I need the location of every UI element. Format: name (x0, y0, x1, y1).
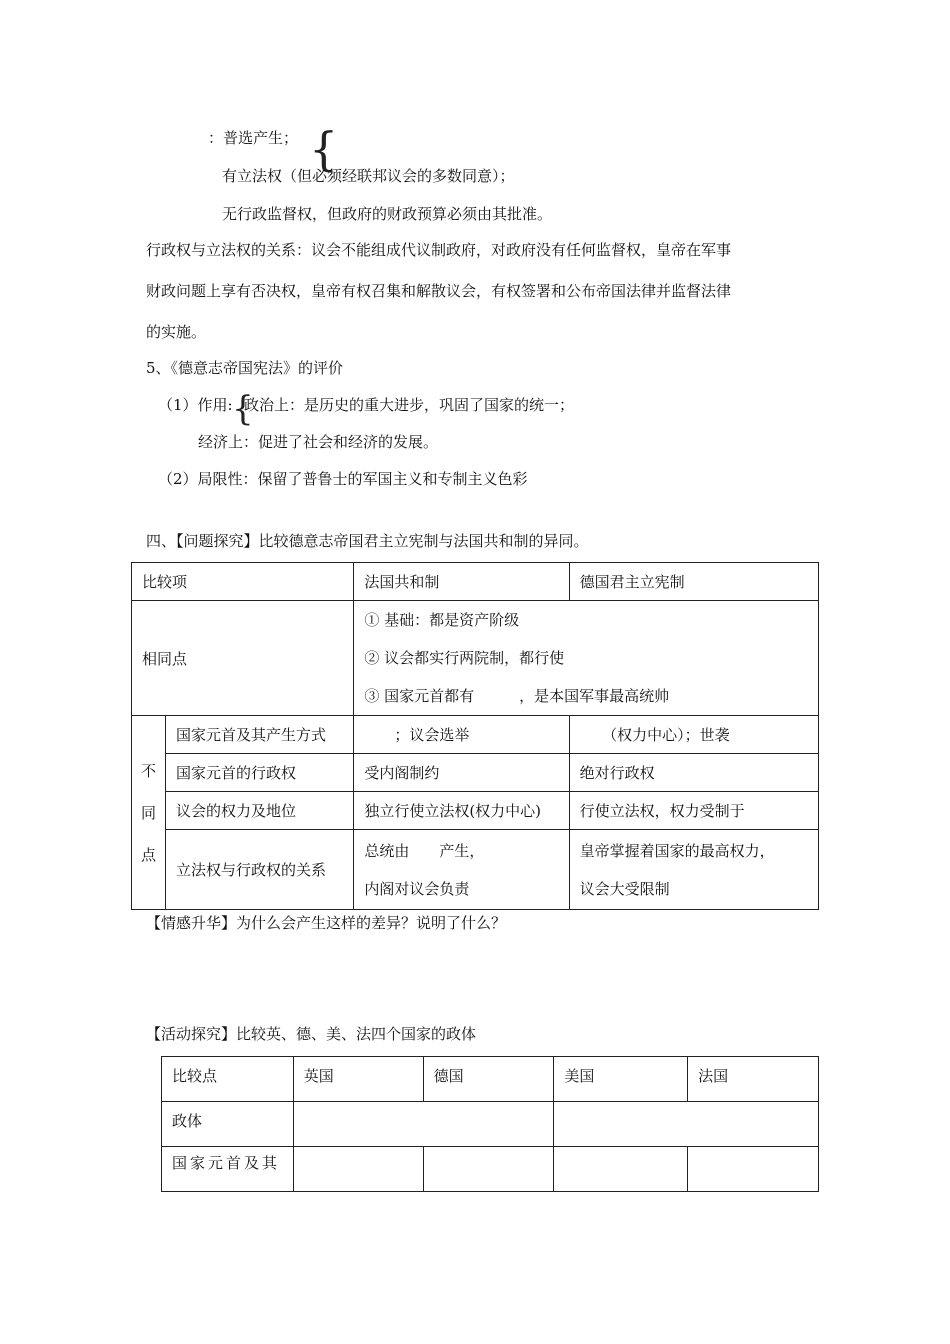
emotion-title: 【情感升华】为什么会产生这样的差异？说明了什么？ (146, 914, 507, 932)
evaluation-heading: 5、《德意志帝国宪法》的评价 (146, 359, 344, 377)
relation-line-3: 的实施。 (146, 323, 207, 341)
diff-france: 独立行使立法权(权力中心) (354, 792, 569, 830)
diff-item: 议会的权力及地位 (166, 792, 354, 830)
diff-germany: 皇帝掌握着国家的最高权力， 议会大受限制 (569, 830, 818, 910)
activity-table (161, 1056, 819, 1192)
header-germany: 德国君主立宪制 (569, 563, 818, 601)
parliament-line-3: 无行政监督权，但政府的财政预算必须由其批准。 (222, 205, 553, 223)
section4-title: 四、【问题探究】比较德意志帝国君主立宪制与法国共和制的异同。 (146, 532, 589, 550)
activity-cell (554, 1102, 819, 1147)
activity-header: 德国 (423, 1057, 554, 1102)
diff-france: 总统由 产生， 内阁对议会负责 (354, 830, 569, 910)
header-france: 法国共和制 (354, 563, 569, 601)
diff-item: 国家元首的行政权 (166, 754, 354, 792)
activity-header: 法国 (688, 1057, 819, 1102)
diff-item: 立法权与行政权的关系 (166, 830, 354, 910)
activity-cell (554, 1147, 688, 1192)
relation-line-2: 财政问题上享有否决权，皇帝有权召集和解散议会，有权签署和公布帝国法律并监督法律 (146, 282, 732, 300)
activity-row-label: 政体 (162, 1102, 294, 1147)
activity-header: 美国 (554, 1057, 688, 1102)
diff-germany: 行使立法权，权力受制于 (569, 792, 818, 830)
left-brace-icon: { (232, 389, 254, 429)
same-item: ③ 国家元首都有 ，是本国军事最高统帅 (364, 687, 670, 705)
activity-header: 英国 (293, 1057, 423, 1102)
parliament-line-1: ：普选产生； (208, 129, 299, 147)
header-item: 比较项 (132, 563, 354, 601)
diff-france: 受内阁制约 (354, 754, 569, 792)
same-item: ② 议会都实行两院制，都行使 (364, 649, 565, 667)
diff-item: 国家元首及其产生方式 (166, 716, 354, 754)
activity-title: 【活动探究】比较英、德、美、法四个国家的政体 (146, 1025, 477, 1043)
activity-cell (423, 1147, 554, 1192)
same-content (354, 601, 819, 716)
comparison-table (131, 562, 819, 910)
diff-label: 不 同 点 (132, 716, 166, 910)
activity-header: 比较点 (162, 1057, 294, 1102)
effect-label: （1）作用: (158, 396, 233, 414)
diff-germany: 绝对行政权 (569, 754, 818, 792)
parliament-line-2: 有立法权（但必须经联邦议会的多数同意）； (222, 167, 515, 185)
diff-germany: （权力中心）；世袭 (569, 716, 818, 754)
activity-cell (688, 1147, 819, 1192)
same-label: 相同点 (132, 601, 354, 716)
limitation: （2）局限性：保留了普鲁士的军国主义和专制主义色彩 (158, 470, 528, 488)
effect-economy: 经济上：促进了社会和经济的发展。 (198, 433, 439, 451)
activity-cell (293, 1147, 423, 1192)
diff-france: ；议会选举 (354, 716, 569, 754)
same-item: ① 基础：都是资产阶级 (364, 611, 520, 629)
left-brace-icon: { (309, 122, 339, 176)
activity-row-label: 国家元首及其 (162, 1147, 294, 1192)
relation-line-1: 行政权与立法权的关系：议会不能组成代议制政府，对政府没有任何监督权，皇帝在军事 (146, 241, 732, 259)
activity-cell (293, 1102, 554, 1147)
effect-politics: 政治上：是历史的重大进步，巩固了国家的统一； (244, 396, 575, 414)
